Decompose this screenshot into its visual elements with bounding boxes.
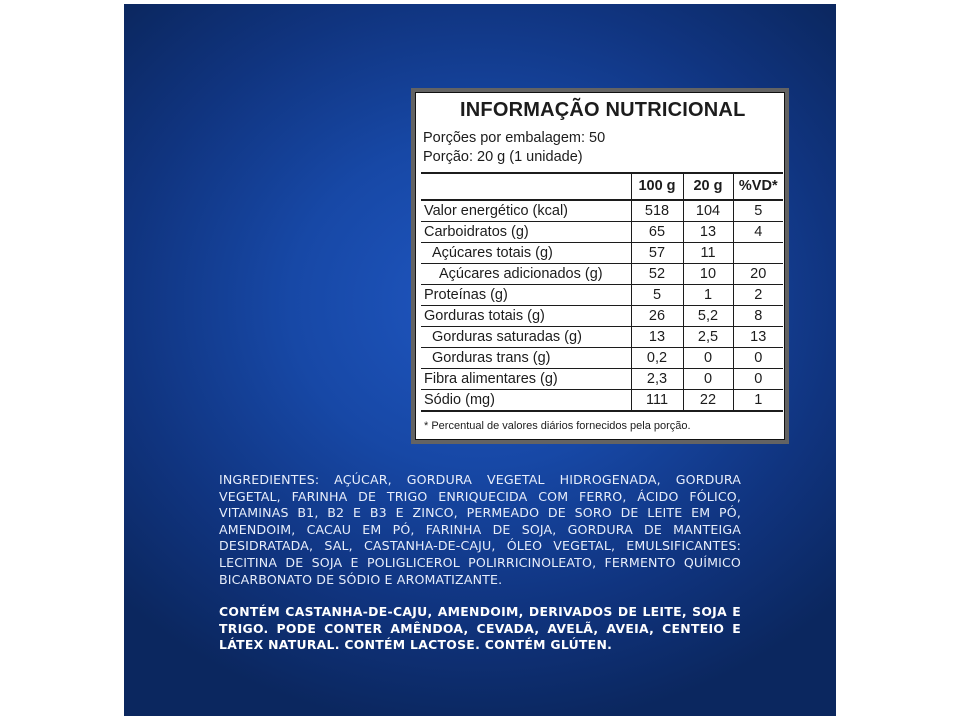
row-value-vd: 4 [733, 222, 783, 243]
row-value-vd: 1 [733, 390, 783, 412]
row-value-100g: 57 [631, 243, 683, 264]
header-vd: %VD* [733, 173, 783, 200]
row-label: Açúcares adicionados (g) [421, 264, 631, 285]
row-label: Gorduras totais (g) [421, 306, 631, 327]
row-value-vd: 0 [733, 369, 783, 390]
row-value-100g: 65 [631, 222, 683, 243]
row-value-100g: 13 [631, 327, 683, 348]
nutrition-facts-box [415, 92, 785, 440]
row-value-20g: 22 [683, 390, 733, 412]
table-row [421, 348, 783, 369]
row-label: Fibra alimentares (g) [421, 369, 631, 390]
row-value-100g: 2,3 [631, 369, 683, 390]
row-value-vd [733, 243, 783, 264]
row-value-20g: 104 [683, 200, 733, 222]
table-row [421, 390, 783, 412]
servings-per-package: Porções por embalagem: 50 [423, 130, 606, 146]
row-label: Açúcares totais (g) [421, 243, 631, 264]
row-value-20g: 1 [683, 285, 733, 306]
row-value-100g: 0,2 [631, 348, 683, 369]
table-row [421, 243, 783, 264]
nutrition-facts-label [411, 88, 789, 444]
row-label: Proteínas (g) [421, 285, 631, 306]
row-value-20g: 2,5 [683, 327, 733, 348]
nutrition-title: INFORMAÇÃO NUTRICIONAL [460, 99, 746, 121]
nutrition-table [421, 172, 783, 412]
row-value-20g: 13 [683, 222, 733, 243]
row-value-vd: 5 [733, 200, 783, 222]
row-value-100g: 26 [631, 306, 683, 327]
header-100g: 100 g [631, 173, 683, 200]
table-row [421, 285, 783, 306]
row-value-vd: 8 [733, 306, 783, 327]
ingredients-text: INGREDIENTES: AÇÚCAR, GORDURA VEGETAL HIDROGENADA, GORDURA VEGETAL, FARINHA DE TRIGO ENRIQUECIDA COM FERRO, ÁCIDO FÓLICO, VITAMINAS B1, B2 E B3 E ZINCO, PERMEADO DE SORO DE LEITE EM PÓ, AMENDOIM, CACAU EM PÓ, FARINHA DE SOJA, GORDURA DE MANTEIGA DESIDRATADA, SAL, CASTANHA-DE-CAJU, ÓLEO VEGETAL, EMULSIFICANTES: LECITINA DE SOJA E POLIGLICEROL POLIRRICINOLEATO, FERMENTO QUÍMICO BICARBONATO DE SÓDIO E AROMATIZANTE. [219, 472, 741, 587]
row-value-100g: 111 [631, 390, 683, 412]
row-label: Carboidratos (g) [421, 222, 631, 243]
header-20g: 20 g [683, 173, 733, 200]
allergens-text: CONTÉM CASTANHA-DE-CAJU, AMENDOIM, DERIVADOS DE LEITE, SOJA E TRIGO. PODE CONTER AMÊNDOA, CEVADA, AVELÃ, AVEIA, CENTEIO E LÁTEX NATURAL. CONTÉM LACTOSE. CONTÉM GLÚTEN. [219, 604, 741, 653]
row-value-100g: 5 [631, 285, 683, 306]
nutrition-header-row [421, 173, 783, 200]
row-label: Gorduras trans (g) [421, 348, 631, 369]
row-value-20g: 11 [683, 243, 733, 264]
row-value-vd: 2 [733, 285, 783, 306]
nutrition-footnote: * Percentual de valores diários fornecidos pela porção. [424, 420, 691, 432]
row-value-20g: 10 [683, 264, 733, 285]
row-value-20g: 0 [683, 348, 733, 369]
row-value-vd: 20 [733, 264, 783, 285]
row-value-20g: 0 [683, 369, 733, 390]
row-label: Valor energético (kcal) [421, 200, 631, 222]
header-blank [421, 173, 631, 200]
row-label: Sódio (mg) [421, 390, 631, 412]
table-row [421, 222, 783, 243]
serving-size: Porção: 20 g (1 unidade) [423, 149, 583, 165]
row-value-vd: 13 [733, 327, 783, 348]
row-value-20g: 5,2 [683, 306, 733, 327]
table-row [421, 369, 783, 390]
table-row [421, 306, 783, 327]
table-row [421, 200, 783, 222]
row-value-vd: 0 [733, 348, 783, 369]
row-value-100g: 518 [631, 200, 683, 222]
table-row [421, 264, 783, 285]
row-value-100g: 52 [631, 264, 683, 285]
table-row [421, 327, 783, 348]
package-panel [124, 4, 836, 716]
row-label: Gorduras saturadas (g) [421, 327, 631, 348]
